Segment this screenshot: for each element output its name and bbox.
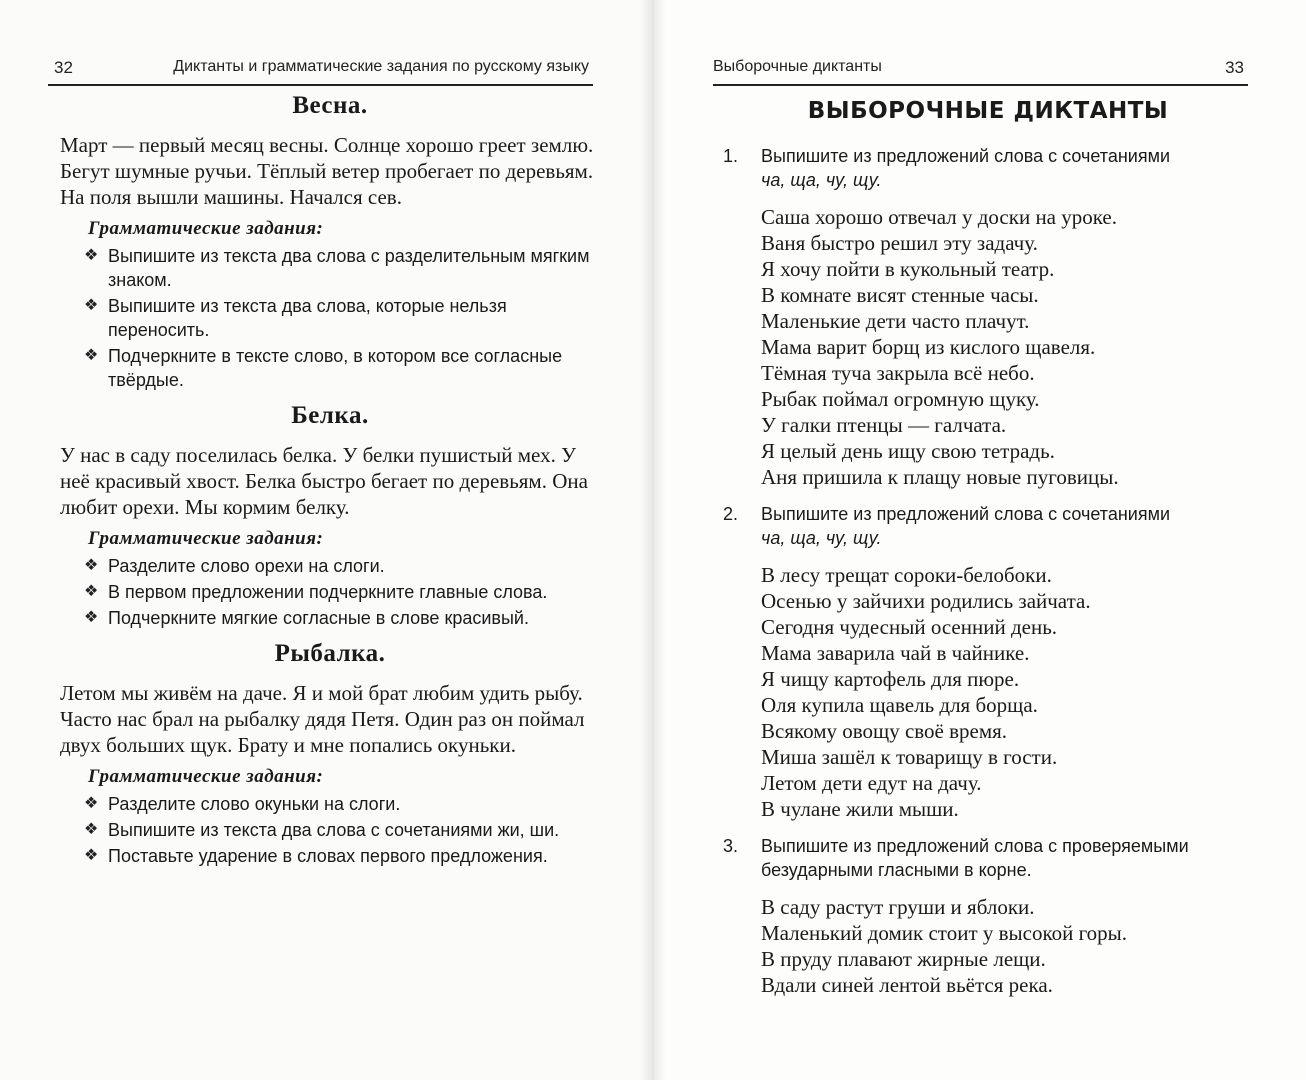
sentence: Вдали синей лентой вьётся река. [761, 973, 1053, 997]
right-page [653, 0, 1306, 1080]
story-vesna [60, 92, 600, 392]
diamond-bullet-icon: ❖ [84, 795, 99, 812]
right-page-number: 33 [1225, 58, 1244, 77]
sentence: Оля купила щавель для борща. [761, 693, 1038, 717]
task-item: ❖ Подчеркните в тексте слово, в котором все согласные твёрдые. [84, 346, 563, 390]
exercise-instruction: 3. Выпишите из предложений слова с проверяемыми безударными гласными в корне. [723, 836, 1189, 880]
diamond-bullet-icon: ❖ [84, 583, 99, 600]
task-list [80, 554, 600, 630]
book-gutter [640, 0, 666, 1080]
sentence: В чулане жили мыши. [761, 797, 959, 821]
story-title: Белка. [291, 402, 369, 429]
diamond-bullet-icon: ❖ [84, 557, 99, 574]
sentence: Мама заварила чай в чайнике. [761, 641, 1030, 665]
story-title: Весна. [292, 92, 368, 119]
letter-combinations: ча, ща, чу, щу. [761, 170, 882, 190]
sentence: Маленький домик стоит у высокой горы. [761, 921, 1128, 945]
sentence: Маленькие дети часто плачут. [761, 309, 1030, 333]
sentence: В пруду плавают жирные лещи. [761, 947, 1046, 971]
diamond-bullet-icon: ❖ [84, 247, 99, 264]
exercise-number: 1. [723, 146, 739, 166]
exercise-number: 2. [723, 504, 739, 524]
letter-combinations: ча, ща, чу, щу. [761, 528, 882, 548]
task-item: ❖ Выпишите из текста два слова с разделительным мягким знаком. [84, 246, 590, 290]
diamond-bullet-icon: ❖ [84, 847, 99, 864]
sentence: Сегодня чудесный осенний день. [761, 615, 1058, 639]
exercise-1 [723, 144, 1253, 490]
task-item: ❖ Разделите слово орехи на слоги. [84, 556, 385, 576]
sentence: Миша зашёл к товарищу в гости. [761, 745, 1058, 769]
exercise-instruction: 1. Выпишите из предложений слова с сочетаниями ча, ща, чу, щу. [723, 146, 1171, 190]
sentence: В саду растут груши и яблоки. [761, 895, 1035, 919]
exercise-2 [723, 502, 1253, 822]
sentence: Тёмная туча закрыла всё небо. [761, 361, 1035, 385]
right-running-title: Выборочные диктанты [713, 58, 882, 75]
sentence: Я чищу картофель для пюре. [761, 667, 1020, 691]
story-rybalka [60, 640, 600, 868]
task-list [80, 792, 600, 868]
sentence-list [761, 562, 1253, 822]
sentence: Летом дети едут на дачу. [761, 771, 982, 795]
diamond-bullet-icon: ❖ [84, 347, 99, 364]
diamond-bullet-icon: ❖ [84, 821, 99, 838]
task-item: ❖ Подчеркните мягкие согласные в слове красивый. [84, 608, 529, 628]
sentence: В комнате висят стенные часы. [761, 283, 1039, 307]
left-running-head [48, 58, 593, 86]
sentence: В лесу трещат сороки-белобоки. [761, 563, 1052, 587]
task-item: ❖ Выпишите из текста два слова с сочетаниями жи, ши. [84, 820, 560, 840]
story-title: Рыбалка. [274, 640, 386, 667]
task-item: ❖ В первом предложении подчеркните главные слова. [84, 582, 548, 602]
sentence-list [761, 894, 1253, 998]
tasks-heading: Грамматические задания: [88, 218, 324, 239]
tasks-heading: Грамматические задания: [88, 766, 324, 787]
exercise-3 [723, 834, 1253, 998]
task-item: ❖ Разделите слово окуньки на слоги. [84, 794, 401, 814]
sentence: У галки птенцы — галчата. [761, 413, 1007, 437]
exercise-number: 3. [723, 836, 739, 856]
diamond-bullet-icon: ❖ [84, 609, 99, 626]
left-page-number: 32 [54, 58, 73, 77]
story-text: Летом мы живём на даче. Я и мой брат любим удить рыбу. Часто нас брал на рыбалку дядя Петя. Один раз он поймал двух больших щук. Брату и мне попались окуньки. [60, 681, 585, 757]
sentence: Я хочу пойти в кукольный театр. [761, 257, 1055, 281]
right-column [723, 98, 1253, 1010]
sentence-list [761, 204, 1253, 490]
section-title: ВЫБОРОЧНЫЕ ДИКТАНТЫ [807, 98, 1169, 124]
tasks-heading: Грамматические задания: [88, 528, 324, 549]
sentence: Осенью у зайчихи родились зайчата. [761, 589, 1091, 613]
task-list [80, 244, 600, 392]
diamond-bullet-icon: ❖ [84, 297, 99, 314]
story-text: Март — первый месяц весны. Солнце хорошо греет землю. Бегут шумные ручьи. Тёплый ветер пробегает по деревьям. На поля вышли машины. Начался сев. [60, 133, 594, 209]
task-item: ❖ Выпишите из текста два слова, которые нельзя переносить. [84, 296, 507, 340]
story-belka [60, 402, 600, 630]
exercise-instruction: 2. Выпишите из предложений слова с сочетаниями ча, ща, чу, щу. [723, 504, 1171, 548]
sentence: Ваня быстро решил эту задачу. [761, 231, 1038, 255]
right-running-head [713, 58, 1248, 86]
story-text: У нас в саду поселилась белка. У белки пушистый мех. У неё красивый хвост. Белка быстро бегает по деревьям. Она любит орехи. Мы кормим белку. [60, 443, 588, 519]
sentence: Рыбак поймал огромную щуку. [761, 387, 1040, 411]
task-item: ❖ Поставьте ударение в словах первого предложения. [84, 846, 548, 866]
left-running-title: Диктанты и грамматические задания по русскому языку [173, 58, 589, 75]
sentence: Мама варит борщ из кислого щавеля. [761, 335, 1096, 359]
sentence: Я целый день ищу свою тетрадь. [761, 439, 1055, 463]
sentence: Всякому овощу своё время. [761, 719, 1008, 743]
left-column [60, 92, 600, 878]
sentence: Саша хорошо отвечал у доски на уроке. [761, 205, 1118, 229]
sentence: Аня пришила к плащу новые пуговицы. [761, 465, 1119, 489]
